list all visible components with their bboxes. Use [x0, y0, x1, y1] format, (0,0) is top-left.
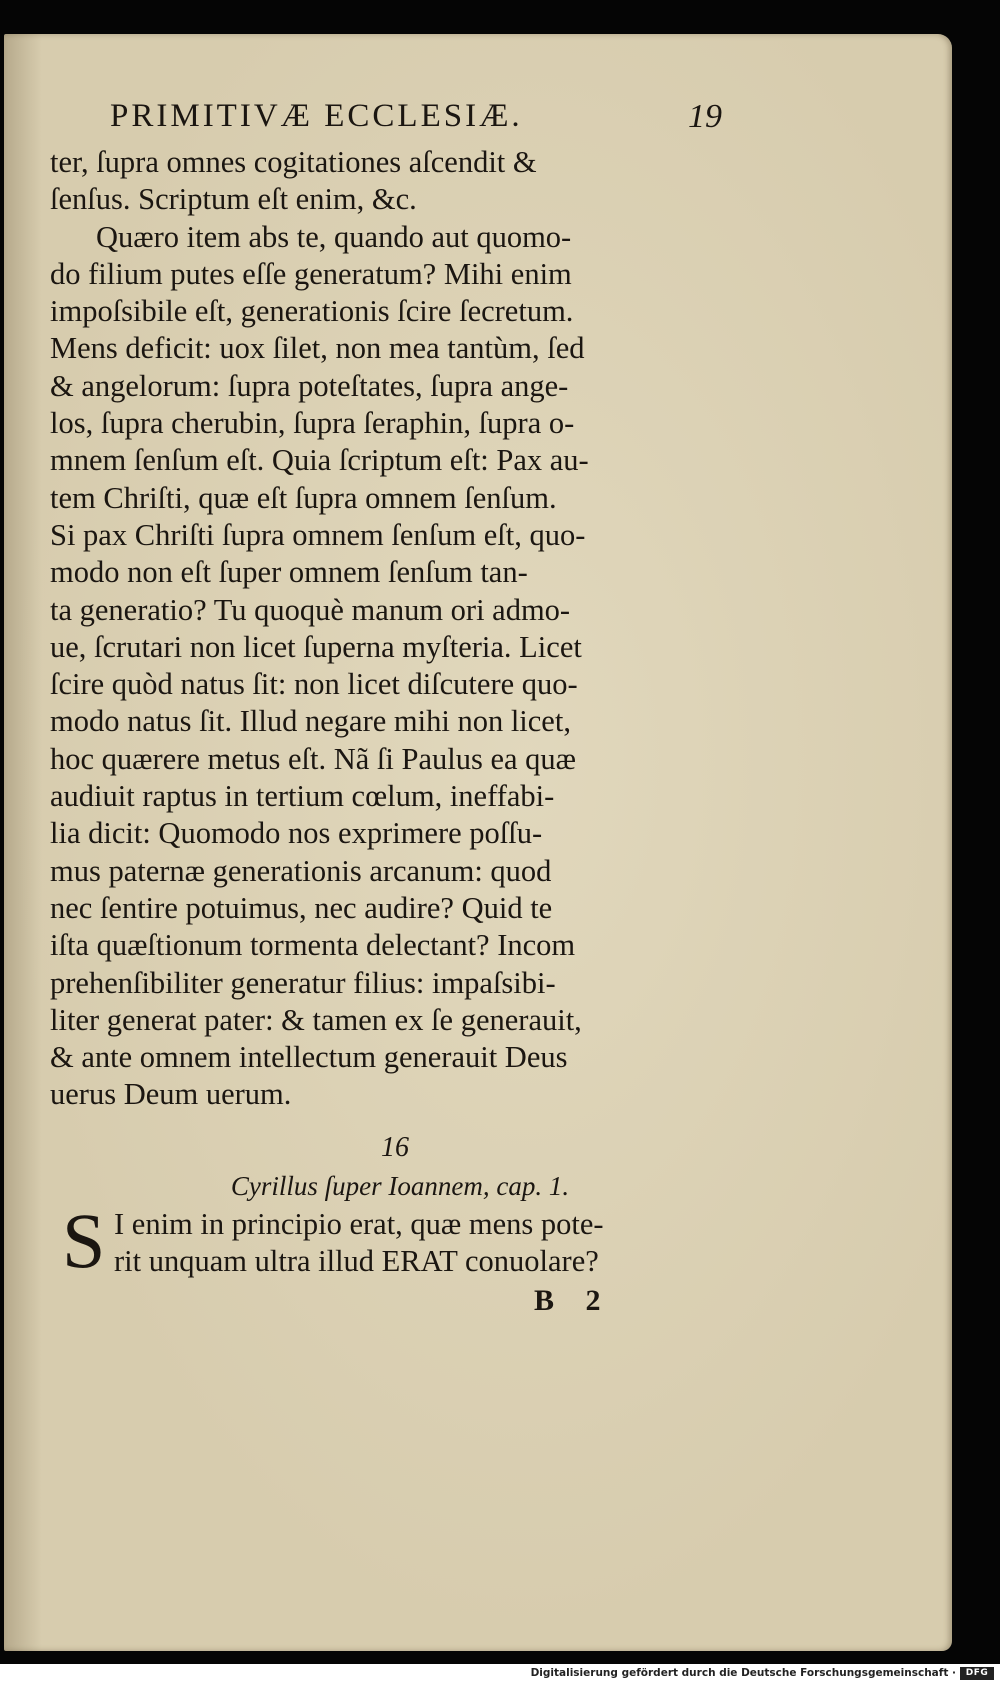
running-head: [50, 98, 730, 144]
signature-mark: B 2: [534, 1284, 613, 1318]
section-number: 16: [381, 1131, 409, 1163]
text-line: Si pax Chriſti ſupra omnem ſenſum eſt, quo-: [50, 517, 586, 552]
page-number: 19: [688, 98, 722, 135]
text-line: mus paternæ generationis arcanum: quod: [50, 853, 552, 888]
text-line: nec ſentire potuimus, nec audire? Quid te: [50, 890, 553, 925]
text-line: Quæro item abs te, quando aut quomo-: [96, 219, 572, 254]
text-line: hoc quærere metus eſt. Nã ſi Paulus ea quæ: [50, 741, 577, 776]
signature-line: [50, 1284, 730, 1324]
text-line: uerus Deum uerum.: [50, 1077, 292, 1112]
text-line: lia dicit: Quomodo nos exprimere poſſu-: [50, 816, 543, 851]
section-opening: [50, 1196, 730, 1284]
paragraph-continued: [50, 144, 730, 219]
text-line: los, ſupra cherubin, ſupra ſeraphin, ſupra o-: [50, 406, 575, 441]
text-line: Mens deficit: uox ſilet, non mea tantùm, ſed: [50, 331, 585, 366]
text-line: prehenſibiliter generatur filius: impaſsibi-: [50, 965, 556, 1000]
text-line: tem Chriſti, quæ eſt ſupra omnem ſenſum.: [50, 480, 557, 515]
text-line: ta generatio? Tu quoquè manum ori admo-: [50, 592, 571, 627]
text-line: ſcire quòd natus ſit: non licet diſcutere quo-: [50, 667, 578, 702]
text-line: do filium putes eſſe generatum? Mihi enim: [50, 256, 572, 291]
dfg-logo-icon: DFG: [960, 1667, 994, 1680]
text-line: & angelorum: ſupra poteſtates, ſupra ange-: [50, 368, 569, 403]
text-line: ter, ſupra omnes cogitationes aſcendit &: [50, 145, 537, 179]
book-page: [4, 34, 952, 1651]
text-line: impoſsibile eſt, generationis ſcire ſecretum.: [50, 294, 574, 329]
text-line: modo natus ſit. Illud negare mihi non licet,: [50, 704, 571, 739]
funding-credit: Digitalisierung gefördert durch die Deutsche Forschungsgemeinschaft ·: [530, 1667, 956, 1679]
text-line: & ante omnem intellectum generauit Deus: [50, 1040, 568, 1075]
text-line: I enim in principio erat, quæ mens pote-: [114, 1206, 604, 1241]
text-line: ſenſus. Scriptum eſt enim, &c.: [50, 182, 417, 217]
text-line: liter generat pater: & tamen ex ſe generauit,: [50, 1002, 582, 1037]
section-source: Cyrillus ſuper Ioannem, cap. 1.: [230, 1170, 570, 1201]
digitization-footer: [0, 1664, 1000, 1684]
running-head-title: PRIMITIVÆ ECCLESIÆ.: [110, 98, 523, 134]
text-line: rit unquam ultra illud ERAT conuolare?: [114, 1244, 599, 1279]
text-line: ue, ſcrutari non licet ſuperna myſteria. Licet: [50, 629, 582, 664]
text-line: mnem ſenſum eſt. Quia ſcriptum eſt: Pax au-: [50, 443, 589, 478]
text-line: iſta quæſtionum tormenta delectant? Incom: [50, 928, 576, 963]
text-line: audiuit raptus in tertium cœlum, ineffabi-: [50, 779, 555, 814]
text-block: [50, 98, 730, 1324]
paragraph-main: [50, 219, 730, 1114]
drop-capital: S: [62, 1196, 106, 1284]
text-line: modo non eſt ſuper omnem ſenſum tan-: [50, 555, 528, 590]
